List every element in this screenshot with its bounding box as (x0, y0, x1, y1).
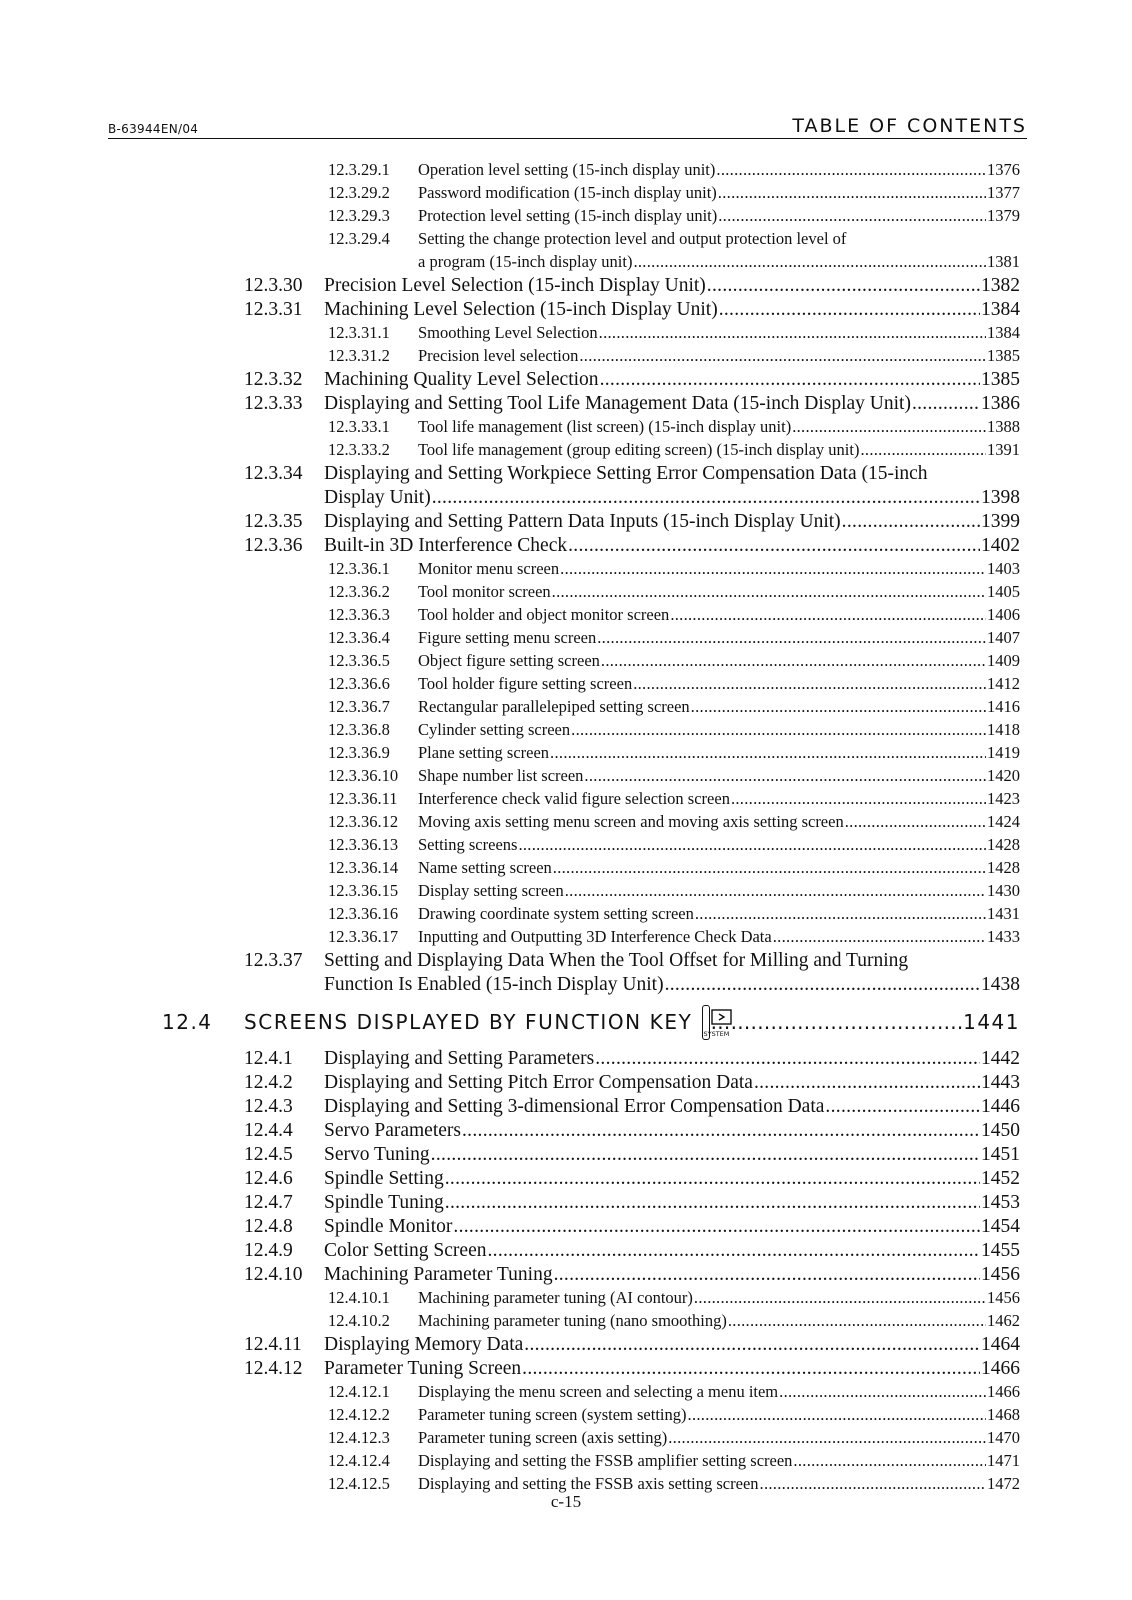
entry-title: Displaying and Setting Workpiece Setting Error Compensation Data (15-inch (324, 463, 928, 484)
toc-entry[interactable] (244, 1216, 1020, 1240)
entry-title: Tool holder and object monitor screen (418, 605, 670, 624)
toc-entry[interactable] (244, 950, 1020, 974)
toc-entry[interactable] (328, 1288, 1020, 1311)
entry-number: 12.4.11 (244, 1334, 302, 1355)
toc-entry[interactable] (244, 511, 1020, 535)
leader-dots (842, 511, 980, 533)
entry-number: 12.4.10.1 (328, 1288, 390, 1307)
entry-page: 1405 (987, 582, 1020, 601)
entry-page: 1455 (981, 1240, 1020, 1261)
entry-title: Servo Parameters (324, 1120, 461, 1141)
entry-page: 1399 (981, 511, 1020, 532)
entry-number: 12.4.12.3 (328, 1428, 390, 1447)
entry-title: Drawing coordinate system setting screen (418, 904, 694, 923)
entry-page: 1433 (987, 927, 1020, 946)
toc-entry[interactable] (244, 1096, 1020, 1120)
toc-entry[interactable] (328, 1311, 1020, 1334)
entry-number: 12.4.9 (244, 1240, 293, 1261)
leader-dots (912, 393, 980, 415)
leader-dots (633, 674, 986, 694)
entry-title: Monitor menu screen (418, 559, 560, 578)
entry-number: 12.3.32 (244, 369, 303, 390)
entry-title: Moving axis setting menu screen and moving axis setting screen (418, 812, 844, 831)
leader-dots (718, 206, 986, 226)
toc-entry[interactable] (328, 559, 1020, 582)
entry-title: Interference check valid figure selection screen (418, 789, 730, 808)
leader-dots (432, 487, 980, 509)
leader-dots (595, 1048, 980, 1070)
entry-page: 1388 (987, 417, 1020, 436)
header-rule (108, 138, 1027, 139)
entry-page: 1466 (987, 1382, 1020, 1401)
entry-page: 1462 (987, 1311, 1020, 1330)
toc-entry[interactable] (244, 275, 1020, 299)
toc-entry[interactable] (328, 323, 1020, 346)
entry-title: Tool life management (list screen) (15-inch display unit) (418, 417, 792, 436)
toc-entry[interactable] (328, 582, 1020, 605)
toc-entry[interactable] (328, 674, 1020, 697)
entry-title: Plane setting screen (418, 743, 550, 762)
entry-number: 12.4.10 (244, 1264, 303, 1285)
leader-dots (550, 743, 986, 763)
entry-page: 1384 (987, 323, 1020, 342)
entry-number: 12.4.3 (244, 1096, 293, 1117)
toc-entry[interactable] (328, 812, 1020, 835)
entry-title: Setting and Displaying Data When the Tool Offset for Milling and Turning (324, 950, 909, 971)
toc-entry[interactable] (328, 183, 1020, 206)
entry-title: Tool holder figure setting screen (418, 674, 633, 693)
entry-number: 12.4.12 (244, 1358, 303, 1379)
entry-page: 1402 (981, 535, 1020, 556)
toc-entry[interactable] (328, 766, 1020, 789)
entry-page: 1381 (987, 252, 1020, 271)
system-key-icon (702, 1005, 730, 1040)
entry-number: 12.3.37 (244, 950, 303, 971)
system-key-label: SYSTEM (703, 1029, 730, 1038)
leader-dots (845, 812, 986, 832)
toc-entry[interactable] (328, 206, 1020, 229)
entry-number: 12.3.36.8 (328, 720, 390, 739)
entry-title: Displaying and Setting Parameters (324, 1048, 595, 1069)
entry-page: 1420 (987, 766, 1020, 785)
toc-entry[interactable] (244, 1334, 1020, 1358)
leader-dots (453, 1216, 980, 1238)
entry-number: 12.3.36 (244, 535, 303, 556)
toc-entry[interactable] (244, 369, 1020, 393)
entry-number: 12.4.2 (244, 1072, 293, 1093)
entry-number: 12.3.36.16 (328, 904, 399, 923)
entry-number: 12.3.29.1 (328, 160, 390, 179)
entry-title: Machining parameter tuning (nano smoothing) (418, 1311, 727, 1330)
entry-page: 1453 (981, 1192, 1020, 1213)
toc-entry[interactable] (328, 720, 1020, 743)
leader-dots (560, 559, 986, 579)
section-number: 12.4 (162, 1010, 213, 1034)
entry-number: 12.3.36.6 (328, 674, 390, 693)
entry-title: Cylinder setting screen (418, 720, 571, 739)
entry-title: Display setting screen (418, 881, 564, 900)
entry-number: 12.3.33.1 (328, 417, 390, 436)
leader-dots (584, 766, 986, 786)
entry-number: 12.3.36.10 (328, 766, 399, 785)
toc-entry[interactable] (328, 904, 1020, 927)
entry-page: 1376 (987, 160, 1020, 179)
entry-title: Function Is Enabled (15-inch Display Unit) (324, 974, 664, 995)
leader-dots (597, 628, 986, 648)
leader-dots (731, 789, 986, 809)
entry-page: 1450 (981, 1120, 1020, 1141)
leader-dots (695, 904, 986, 924)
entry-number: 12.3.36.11 (328, 789, 398, 808)
entry-page: 1382 (981, 275, 1020, 296)
entry-number: 12.4.4 (244, 1120, 293, 1141)
entry-number: 12.4.12.4 (328, 1451, 390, 1470)
entry-title: Displaying and Setting Tool Life Management Data (15-inch Display Unit) (324, 393, 911, 414)
entry-page: 1403 (987, 559, 1020, 578)
entry-page: 1454 (981, 1216, 1020, 1237)
entry-page: 1409 (987, 651, 1020, 670)
toc-entry[interactable] (244, 535, 1020, 559)
entry-number: 12.3.35 (244, 511, 303, 532)
entry-page: 1407 (987, 628, 1020, 647)
entry-number: 12.3.29.2 (328, 183, 390, 202)
toc-entry[interactable] (328, 835, 1020, 858)
entry-number: 12.3.33.2 (328, 440, 390, 459)
entry-title: Tool life management (group editing screen) (15-inch display unit) (418, 440, 860, 459)
toc-entry[interactable] (328, 743, 1020, 766)
leader-dots (665, 974, 980, 996)
entry-page: 1468 (987, 1405, 1020, 1424)
toc-entry[interactable] (328, 881, 1020, 904)
leader-dots (487, 1240, 980, 1262)
entry-title: Parameter tuning screen (axis setting) (418, 1428, 668, 1447)
entry-number: 12.3.34 (244, 463, 303, 484)
entry-title: Spindle Setting (324, 1168, 444, 1189)
toc-entry-continuation[interactable] (418, 252, 1020, 275)
entry-page: 1430 (987, 881, 1020, 900)
entry-page: 1464 (981, 1334, 1020, 1355)
toc-entry[interactable] (244, 1358, 1020, 1382)
toc-entry[interactable] (328, 346, 1020, 369)
toc-entry[interactable] (328, 789, 1020, 812)
entry-page: 1419 (987, 743, 1020, 762)
entry-page: 1391 (987, 440, 1020, 459)
entry-title: Setting screens (418, 835, 518, 854)
toc-entry[interactable] (328, 628, 1020, 651)
entry-title: Name setting screen (418, 858, 552, 877)
entry-title: Inputting and Outputting 3D Interference Check Data (418, 927, 772, 946)
toc-entry[interactable] (328, 417, 1020, 440)
toc-entry[interactable] (328, 1428, 1020, 1451)
toc-entry[interactable] (244, 1120, 1020, 1144)
toc-entry[interactable] (328, 651, 1020, 674)
entry-page: 1386 (981, 393, 1020, 414)
toc-entry[interactable] (244, 1192, 1020, 1216)
entry-page: 1416 (987, 697, 1020, 716)
entry-number: 12.4.12.5 (328, 1474, 390, 1493)
entry-page: 1456 (987, 1288, 1020, 1307)
leader-dots (792, 417, 986, 437)
entry-title: Parameter tuning screen (system setting) (418, 1405, 687, 1424)
leader-dots (565, 881, 986, 901)
toc-entry[interactable] (244, 1144, 1020, 1168)
leader-dots (522, 1358, 980, 1380)
entry-title: a program (15-inch display unit) (418, 252, 633, 271)
leader-dots (718, 183, 986, 203)
leader-dots (568, 535, 980, 557)
leader-dots (553, 858, 986, 878)
entry-title: Machining Level Selection (15-inch Display Unit) (324, 299, 718, 320)
leader-dots (688, 1405, 986, 1425)
entry-page: 1456 (981, 1264, 1020, 1285)
entry-title: Built-in 3D Interference Check (324, 535, 568, 556)
entry-title: Displaying and Setting Pitch Error Compensation Data (324, 1072, 753, 1093)
toc-entry-continuation[interactable] (324, 487, 1020, 511)
toc-entry[interactable] (244, 1048, 1020, 1072)
entry-title: Figure setting menu screen (418, 628, 597, 647)
leader-dots (694, 1288, 986, 1308)
leader-dots (779, 1382, 986, 1402)
entry-title: Displaying and Setting 3-dimensional Error Compensation Data (324, 1096, 825, 1117)
entry-page: 1443 (981, 1072, 1020, 1093)
leader-dots (691, 697, 986, 717)
entry-title: Rectangular parallelepiped setting screen (418, 697, 690, 716)
entry-number: 12.4.7 (244, 1192, 293, 1213)
leader-dots (719, 299, 980, 321)
entry-title: Displaying and setting the FSSB axis setting screen (418, 1474, 759, 1493)
toc-entry[interactable] (244, 1072, 1020, 1096)
page-number: c-15 (550, 1492, 582, 1511)
entry-page: 1466 (981, 1358, 1020, 1379)
entry-number: 12.3.30 (244, 275, 303, 296)
entry-page: 1423 (987, 789, 1020, 808)
entry-number: 12.4.12.1 (328, 1382, 390, 1401)
leader-dots (668, 1428, 986, 1448)
entry-title: Precision level selection (418, 346, 579, 365)
entry-title: Machining Quality Level Selection (324, 369, 599, 390)
entry-page: 1418 (987, 720, 1020, 739)
leader-dots (760, 1474, 986, 1494)
toc-entry[interactable] (328, 1451, 1020, 1474)
toc-entry[interactable] (328, 160, 1020, 183)
leader-dots (728, 1311, 986, 1331)
leader-dots (552, 582, 986, 602)
entry-page: 1471 (987, 1451, 1020, 1470)
entry-title: Precision Level Selection (15-inch Display Unit) (324, 275, 706, 296)
toc-entry[interactable] (328, 440, 1020, 463)
entry-number: 12.4.6 (244, 1168, 293, 1189)
entry-number: 12.3.36.9 (328, 743, 390, 762)
toc-entry[interactable] (244, 1168, 1020, 1192)
entry-page: 1472 (987, 1474, 1020, 1493)
toc-entry-continuation[interactable] (324, 974, 1020, 998)
entry-number: 12.4.8 (244, 1216, 293, 1237)
entry-page: 1424 (987, 812, 1020, 831)
entry-title: Machining Parameter Tuning (324, 1264, 553, 1285)
entry-title: Displaying Memory Data (324, 1334, 524, 1355)
entry-title: Spindle Monitor (324, 1216, 453, 1237)
entry-number: 12.3.36.1 (328, 559, 390, 578)
entry-page: 1385 (981, 369, 1020, 390)
leader-dots (445, 1168, 980, 1190)
leader-dots (571, 720, 986, 740)
entry-number: 12.3.36.7 (328, 697, 390, 716)
toc-entry[interactable] (244, 1240, 1020, 1264)
leader-dots (431, 1144, 980, 1166)
entry-title: Displaying and Setting Pattern Data Inputs (15-inch Display Unit) (324, 511, 841, 532)
header-title: TABLE OF CONTENTS (792, 115, 1027, 137)
leader-dots (716, 160, 986, 180)
entry-page: 1398 (981, 487, 1020, 508)
toc-entry[interactable] (328, 229, 1020, 252)
entry-title: Password modification (15-inch display unit) (418, 183, 717, 202)
leader-dots (670, 605, 986, 625)
leader-dots (462, 1120, 980, 1142)
section-page: 1441 (963, 1010, 1020, 1034)
entry-title: Operation level setting (15-inch display unit) (418, 160, 716, 179)
entry-number: 12.4.10.2 (328, 1311, 390, 1330)
toc-entry[interactable] (328, 1405, 1020, 1428)
leader-dots (793, 1451, 986, 1471)
entry-page: 1379 (987, 206, 1020, 225)
entry-page: 1451 (981, 1144, 1020, 1165)
entry-title: Spindle Tuning (324, 1192, 444, 1213)
entry-page: 1412 (987, 674, 1020, 693)
entry-title: Tool monitor screen (418, 582, 551, 601)
entry-page: 1384 (981, 299, 1020, 320)
entry-number: 12.3.36.4 (328, 628, 390, 647)
toc-entry[interactable] (244, 393, 1020, 417)
leader-dots (633, 252, 986, 272)
entry-title: Shape number list screen (418, 766, 584, 785)
entry-page: 1377 (987, 183, 1020, 202)
section-title: SCREENS DISPLAYED BY FUNCTION KEY (244, 1010, 693, 1034)
leader-dots (600, 369, 980, 391)
entry-title: Protection level setting (15-inch display unit) (418, 206, 718, 225)
entry-page: 1428 (987, 858, 1020, 877)
toc-entry[interactable] (244, 1264, 1020, 1288)
entry-number: 12.4.12.2 (328, 1405, 390, 1424)
entry-number: 12.3.31.2 (328, 346, 390, 365)
entry-title: Object figure setting screen (418, 651, 600, 670)
leader-dots (754, 1072, 980, 1094)
entry-title: Color Setting Screen (324, 1240, 487, 1261)
toc-entry[interactable] (244, 299, 1020, 323)
entry-number: 12.3.36.14 (328, 858, 399, 877)
entry-page: 1470 (987, 1428, 1020, 1447)
leader-dots (825, 1096, 980, 1118)
entry-title: Displaying and setting the FSSB amplifier setting screen (418, 1451, 793, 1470)
entry-title: Parameter Tuning Screen (324, 1358, 522, 1379)
entry-number: 12.3.29.3 (328, 206, 390, 225)
leader-dots (445, 1192, 980, 1214)
entry-title: Displaying the menu screen and selecting a menu item (418, 1382, 779, 1401)
toc-entry[interactable] (328, 697, 1020, 720)
entry-number: 12.3.36.13 (328, 835, 399, 854)
entry-page: 1438 (981, 974, 1020, 995)
leader-dots (524, 1334, 980, 1356)
leader-dots (518, 835, 986, 855)
toc-entry[interactable] (328, 1382, 1020, 1405)
leader-dots (707, 275, 980, 297)
leader-dots (601, 651, 986, 671)
entry-number: 12.3.36.2 (328, 582, 390, 601)
entry-page: 1428 (987, 835, 1020, 854)
entry-number: 12.3.36.5 (328, 651, 390, 670)
toc-entry[interactable] (328, 927, 1020, 950)
entry-number: 12.3.36.15 (328, 881, 399, 900)
entry-page: 1446 (981, 1096, 1020, 1117)
leader-dots (860, 440, 986, 460)
entry-number: 12.4.5 (244, 1144, 293, 1165)
entry-title: Machining parameter tuning (AI contour) (418, 1288, 693, 1307)
leader-dots (773, 927, 986, 947)
entry-title: Smoothing Level Selection (418, 323, 598, 342)
entry-title: Setting the change protection level and output protection level of (418, 229, 847, 248)
toc-entry[interactable] (244, 463, 1020, 487)
entry-number: 12.3.36.12 (328, 812, 399, 831)
leader-dots (579, 346, 986, 366)
toc-list (0, 160, 1132, 1497)
leader-dots (554, 1264, 980, 1286)
entry-title: Servo Tuning (324, 1144, 430, 1165)
entry-page: 1452 (981, 1168, 1020, 1189)
toc-section-heading[interactable] (162, 1002, 1020, 1042)
entry-number: 12.3.36.17 (328, 927, 399, 946)
entry-number: 12.4.1 (244, 1048, 293, 1069)
leader-dots (599, 323, 986, 343)
entry-number: 12.3.36.3 (328, 605, 390, 624)
entry-page: 1385 (987, 346, 1020, 365)
entry-page: 1442 (981, 1048, 1020, 1069)
entry-page: 1431 (987, 904, 1020, 923)
entry-number: 12.3.31 (244, 299, 303, 320)
entry-number: 12.3.31.1 (328, 323, 390, 342)
toc-entry[interactable] (328, 858, 1020, 881)
entry-number: 12.3.29.4 (328, 229, 390, 248)
document-id: B-63944EN/04 (108, 122, 199, 136)
entry-title: Display Unit) (324, 487, 431, 508)
entry-number: 12.3.33 (244, 393, 303, 414)
toc-entry[interactable] (328, 605, 1020, 628)
entry-page: 1406 (987, 605, 1020, 624)
leader-dots (711, 1010, 963, 1034)
